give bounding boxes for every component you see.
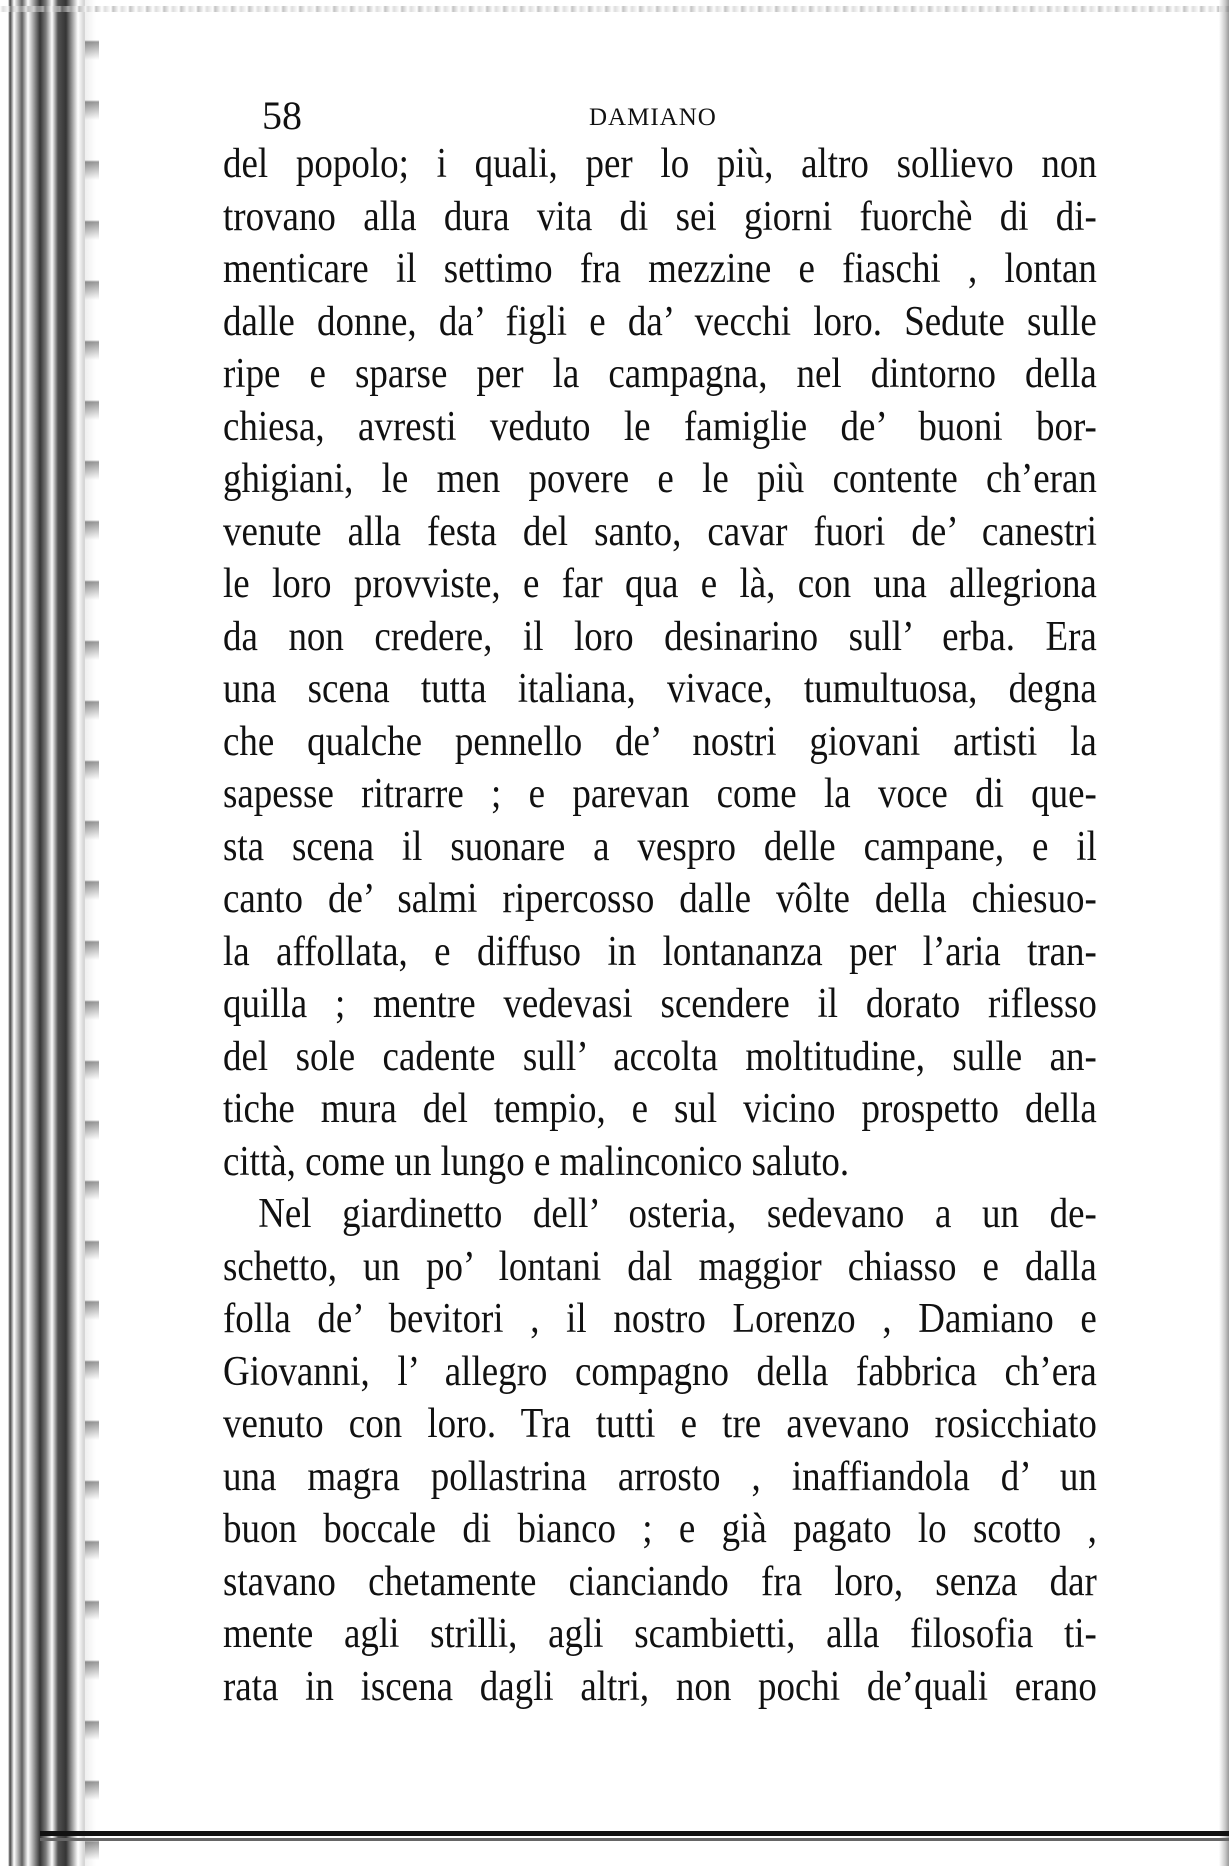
page-body-text [223,138,1097,1713]
page-number: 58 [262,93,302,138]
text-line: tiche mura del tempio, e sul vicino prospetto della [223,1086,1097,1132]
text-line: che qualche pennello de’ nostri giovani artisti la [223,718,1097,765]
text-line: una magra pollastrina arrosto , inaffiandola d’ un [223,1453,1097,1500]
text-line: da non credere, il loro desinarino sull’ erba. Era [223,613,1097,660]
text-line: ripe e sparse per la campagna, nel dintorno della [223,351,1097,397]
text-line: città, come un lungo e malinconico saluto. [223,1138,850,1185]
page-bottom-edge-shadow [40,1838,1229,1841]
text-line: venuto con loro. Tra tutti e tre avevano rosicchiato [223,1401,1097,1447]
text-line: stavano chetamente cianciando fra loro, senza dar [223,1558,1097,1605]
text-line: mente agli strilli, agli scambietti, alla filosofia ti- [223,1611,1097,1657]
text-line: le loro provviste, e far qua e là, con una allegriona [223,561,1097,607]
text-line: schetto, un po’ lontani dal maggior chiasso e dalla [223,1243,1097,1290]
text-line: Giovanni, l’ allegro compagno della fabbrica ch’era [223,1348,1097,1395]
book-binding-shadow [85,0,99,1866]
text-line: del popolo; i quali, per lo più, altro sollievo non [223,141,1097,187]
text-line: canto de’ salmi ripercosso dalle vôlte della chiesuo- [223,876,1097,922]
text-line: la affollata, e diffuso in lontananza per l’aria tran- [223,928,1097,975]
text-line: trovano alla dura vita di sei giorni fuorchè di di- [223,193,1097,240]
page-bottom-edge [40,1831,1229,1836]
text-line: sapesse ritrarre ; e parevan come la voce di que- [223,771,1097,817]
scan-right-edge [1219,0,1229,1866]
text-line: quilla ; mentre vedevasi scendere il dorato riflesso [223,981,1097,1027]
text-line: menticare il settimo fra mezzine e fiaschi , lontan [223,246,1097,292]
text-line: Nel giardinetto dell’ osteria, sedevano a un de- [258,1191,1097,1237]
scan-top-edge [0,6,1229,12]
running-head: DAMIANO [589,104,717,131]
text-line: del sole cadente sull’ accolta moltitudine, sulle an- [223,1033,1097,1080]
text-line: buon boccale di bianco ; e già pagato lo scotto , [223,1506,1097,1552]
page-header [262,92,1102,142]
text-line: dalle donne, da’ figli e da’ vecchi loro. Sedute sulle [223,298,1097,345]
text-line: rata in iscena dagli altri, non pochi de’quali erano [223,1663,1097,1710]
text-line: venute alla festa del santo, cavar fuori de’ canestri [223,508,1097,555]
text-line: sta scena il suonare a vespro delle campane, e il [223,823,1097,870]
text-line: ghigiani, le men povere e le più contente ch’eran [223,456,1097,502]
text-line: una scena tutta italiana, vivace, tumultuosa, degna [223,666,1097,712]
text-line: chiesa, avresti veduto le famiglie de’ buoni bor- [223,403,1097,450]
text-line: folla de’ bevitori , il nostro Lorenzo , Damiano e [223,1296,1097,1342]
